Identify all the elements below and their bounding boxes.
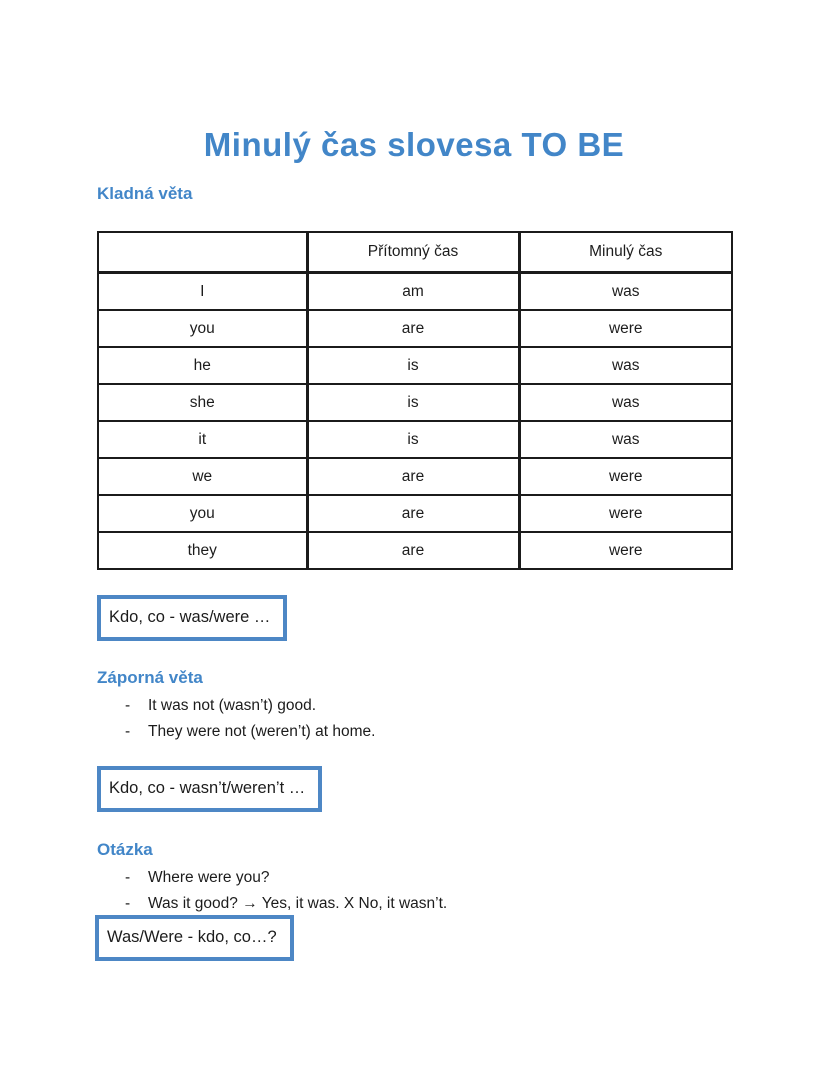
table-cell-present: am [307, 273, 519, 311]
bullet-list-question [97, 865, 447, 917]
table-cell-pronoun: she [98, 384, 307, 421]
table-cell-past: was [519, 273, 732, 311]
table-cell-present: is [307, 421, 519, 458]
table-cell-present: are [307, 310, 519, 347]
table-cell-past: were [519, 495, 732, 532]
table-row [98, 347, 732, 384]
table-cell-pronoun: you [98, 495, 307, 532]
table-row [98, 421, 732, 458]
table-cell-present: are [307, 458, 519, 495]
table-cell-past: were [519, 310, 732, 347]
list-item [97, 693, 375, 719]
column-header-present: Přítomný čas [307, 232, 519, 273]
table-cell-past: were [519, 458, 732, 495]
table-cell-past: were [519, 532, 732, 569]
note-box-positive: Kdo, co - was/were … [97, 595, 287, 641]
verb-conjugation-table [97, 231, 733, 570]
table-cell-past: was [519, 347, 732, 384]
section-heading-negative: Záporná věta [97, 668, 203, 687]
page-title: Minulý čas slovesa TO BE [203, 126, 625, 163]
table-cell-pronoun: it [98, 421, 307, 458]
table-cell-present: is [307, 347, 519, 384]
bullet-dash: - [125, 697, 131, 714]
note-box-question: Was/Were - kdo, co…? [95, 915, 294, 961]
table-cell-present: is [307, 384, 519, 421]
bullet-text: They were not (weren’t) at home. [148, 723, 376, 740]
bullet-text: Where were you? [148, 869, 270, 886]
table-header-row [98, 232, 732, 273]
table-cell-pronoun: I [98, 273, 307, 311]
table-cell-pronoun: you [98, 310, 307, 347]
table-row [98, 495, 732, 532]
column-header-past: Minulý čas [519, 232, 732, 273]
bullet-dash: - [125, 723, 131, 740]
section-heading-question: Otázka [97, 840, 153, 859]
table-cell-pronoun: he [98, 347, 307, 384]
table-cell-past: was [519, 421, 732, 458]
bullet-dash: - [125, 895, 131, 912]
table-row [98, 532, 732, 569]
list-item [97, 891, 447, 917]
column-header-pronoun [98, 232, 307, 273]
table-cell-past: was [519, 384, 732, 421]
table-cell-present: are [307, 495, 519, 532]
bullet-dash: - [125, 869, 131, 886]
list-item [97, 719, 375, 745]
table-row [98, 310, 732, 347]
table-cell-pronoun: they [98, 532, 307, 569]
table-row [98, 384, 732, 421]
table-row [98, 273, 732, 311]
section-heading-positive: Kladná věta [97, 184, 193, 203]
table-cell-pronoun: we [98, 458, 307, 495]
note-box-negative: Kdo, co - wasn’t/weren’t … [97, 766, 322, 812]
bullet-text: It was not (wasn’t) good. [148, 697, 316, 714]
bullet-list-negative [97, 693, 375, 745]
table-cell-present: are [307, 532, 519, 569]
table-row [98, 458, 732, 495]
list-item [97, 865, 447, 891]
bullet-text: Was it good? → Yes, it was. X No, it wasn’t. [148, 895, 448, 912]
